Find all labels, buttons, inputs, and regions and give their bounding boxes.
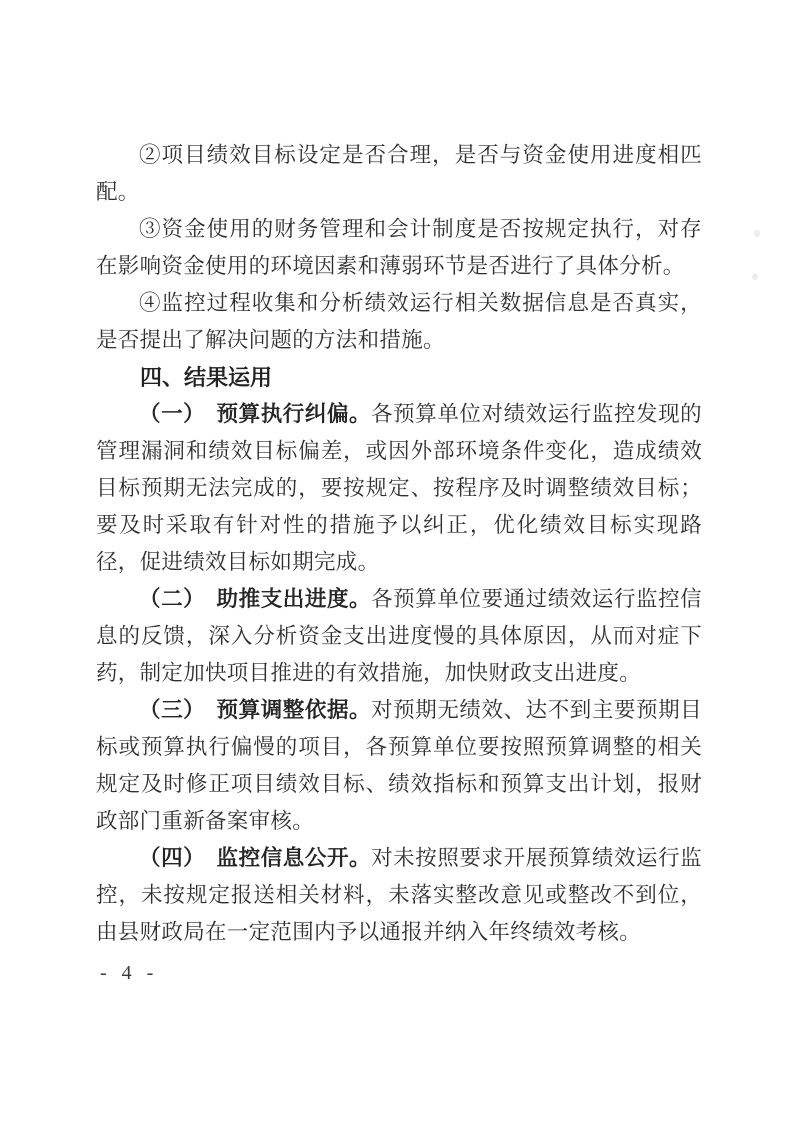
paragraph-point-4 bbox=[96, 285, 702, 359]
item-text-4: 对未按照要求开展预算绩效运行监控，未按规定报送相关材料，未落实整改意见或整改不到位，由县财政局在一定范围内予以通报并纳入年终绩效考核。 bbox=[96, 846, 702, 944]
section-heading-results-application: 四、结果运用 bbox=[140, 365, 273, 390]
item-text-2: 各预算单位要通过绩效运行监控信息的反馈，深入分析资金支出进度慢的具体原因，从而对症下药，制定加快项目推进的有效措施，加快财政支出进度。 bbox=[96, 587, 702, 685]
item-lead-1: （一） 预算执行纠偏。 bbox=[139, 402, 372, 426]
item-paragraph-1 bbox=[96, 396, 702, 581]
page-number: - 4 - bbox=[100, 962, 159, 984]
paragraph-text: ④监控过程收集和分析绩效运行相关数据信息是否真实，是否提出了解决问题的方法和措施。 bbox=[96, 291, 702, 352]
item-lead-2: （二） 助推支出进度。 bbox=[139, 587, 372, 611]
item-text-3: 对预期无绩效、达不到主要预期目标或预算执行偏慢的项目，各预算单位要按照预算调整的相关规定及时修正项目绩效目标、绩效指标和预算支出计划，报财政部门重新备案审核。 bbox=[96, 698, 702, 833]
item-paragraph-2 bbox=[96, 581, 702, 692]
scan-artifact-speck bbox=[752, 273, 758, 280]
item-paragraph-4 bbox=[96, 840, 702, 951]
item-lead-3: （三） 预算调整依据。 bbox=[139, 698, 372, 722]
item-lead-4: （四） 监控信息公开。 bbox=[139, 846, 372, 870]
paragraph-text: ②项目绩效目标设定是否合理，是否与资金使用进度相匹配。 bbox=[96, 143, 702, 204]
paragraph-text: ③资金使用的财务管理和会计制度是否按规定执行，对存在影响资金使用的环境因素和薄弱环节是否进行了具体分析。 bbox=[96, 217, 702, 278]
scan-artifact-speck bbox=[754, 230, 760, 237]
document-body bbox=[96, 137, 702, 951]
item-text-1: 各预算单位对绩效运行监控发现的管理漏洞和绩效目标偏差，或因外部环境条件变化，造成绩效目标预期无法完成的，要按规定、按程序及时调整绩效目标；要及时采取有针对性的措施予以纠正，优化绩效目标实现路径，促进绩效目标如期完成。 bbox=[96, 402, 702, 574]
paragraph-point-3 bbox=[96, 211, 702, 285]
paragraph-point-2 bbox=[96, 137, 702, 211]
item-paragraph-3 bbox=[96, 692, 702, 840]
